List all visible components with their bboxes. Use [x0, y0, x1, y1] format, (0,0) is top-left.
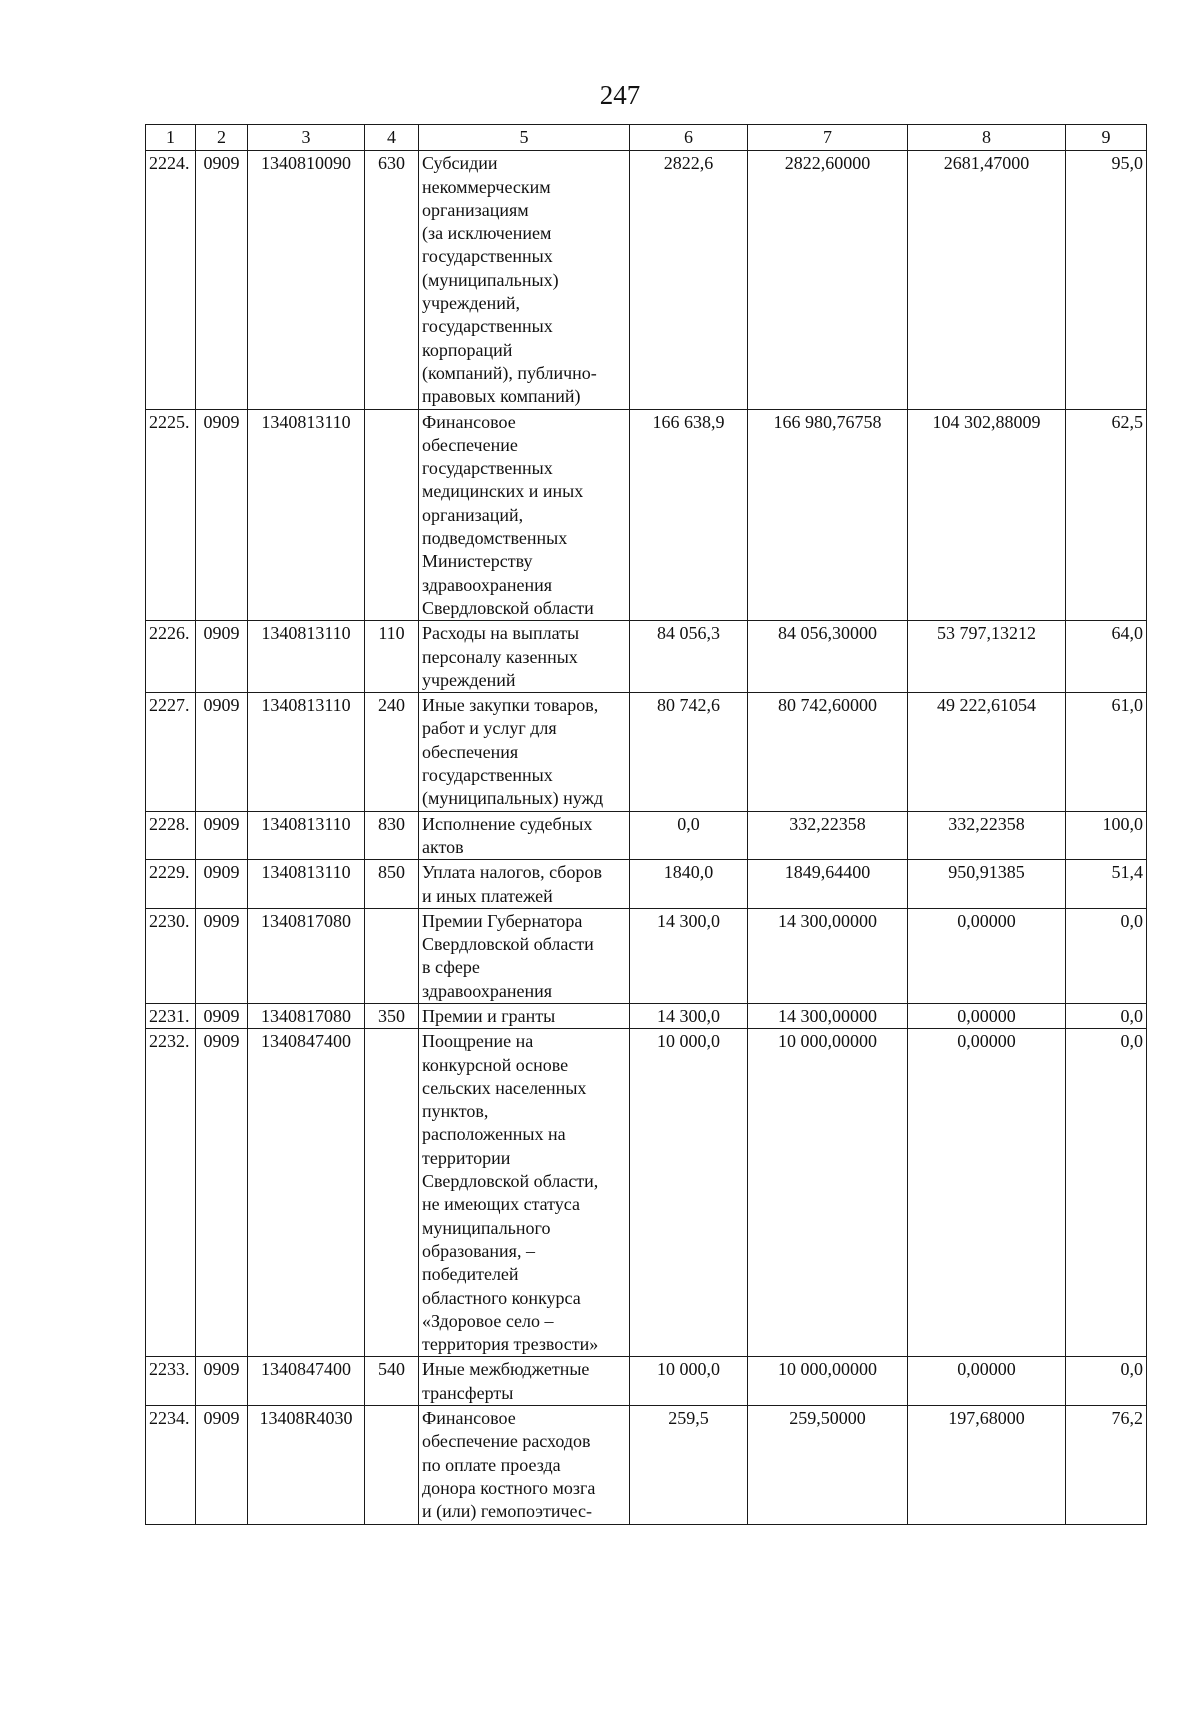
section-code-cell: 0909 — [196, 693, 248, 811]
target-article-cell: 1340813110 — [248, 621, 365, 693]
execution-percent-cell: 0,0 — [1066, 908, 1147, 1003]
item-name-line: расположенных на — [422, 1124, 566, 1145]
item-name-line: корпораций — [422, 339, 513, 360]
executed-amount-cell: 0,00000 — [908, 1029, 1066, 1357]
executed-amount-cell: 49 222,61054 — [908, 693, 1066, 811]
section-code-cell: 0909 — [196, 1003, 248, 1028]
item-name-line: организаций, — [422, 504, 524, 525]
execution-percent-cell: 0,0 — [1066, 1357, 1147, 1406]
table-row — [146, 1029, 1147, 1357]
executed-amount-cell: 53 797,13212 — [908, 621, 1066, 693]
column-header: 1 — [146, 125, 196, 151]
target-article-cell: 1340813110 — [248, 811, 365, 860]
expense-type-cell: 830 — [365, 811, 419, 860]
table-row — [146, 1357, 1147, 1406]
item-name-line: государственных — [422, 765, 553, 786]
item-name-cell — [419, 1029, 630, 1357]
approved-amount-cell: 10 000,00000 — [748, 1357, 908, 1406]
approved-amount-cell: 166 980,76758 — [748, 409, 908, 621]
item-name-line: актов — [422, 836, 464, 857]
expense-type-cell: 350 — [365, 1003, 419, 1028]
approved-amount-cell: 1849,64400 — [748, 860, 908, 909]
expense-type-cell — [365, 1029, 419, 1357]
column-header: 5 — [419, 125, 630, 151]
execution-percent-cell: 100,0 — [1066, 811, 1147, 860]
item-name-line: сельских населенных — [422, 1077, 587, 1098]
column-header: 7 — [748, 125, 908, 151]
item-name-line: территории — [422, 1147, 511, 1168]
item-name-line: Уплата налогов, сборов — [422, 862, 602, 883]
table-row — [146, 811, 1147, 860]
target-article-cell: 1340817080 — [248, 908, 365, 1003]
section-code-cell: 0909 — [196, 908, 248, 1003]
row-number-cell: 2231. — [146, 1003, 196, 1028]
approved-amount-cell: 259,50000 — [748, 1406, 908, 1524]
execution-percent-cell: 61,0 — [1066, 693, 1147, 811]
item-name-line: областного конкурса — [422, 1287, 581, 1308]
planned-amount-cell: 259,5 — [630, 1406, 748, 1524]
item-name-line: Исполнение судебных — [422, 813, 593, 834]
item-name-line: Иные межбюджетные — [422, 1359, 590, 1380]
item-name-line: в сфере — [422, 957, 480, 978]
planned-amount-cell: 166 638,9 — [630, 409, 748, 621]
item-name-cell — [419, 860, 630, 909]
row-number-cell: 2228. — [146, 811, 196, 860]
item-name-line: правовых компаний) — [422, 386, 581, 407]
item-name-line: государственных — [422, 316, 553, 337]
item-name-line: учреждений, — [422, 293, 521, 314]
table-header-row — [146, 125, 1147, 151]
executed-amount-cell: 2681,47000 — [908, 151, 1066, 409]
item-name-line: Финансовое — [422, 1408, 516, 1429]
item-name-line: и (или) гемопоэтичес- — [422, 1501, 592, 1522]
section-code-cell: 0909 — [196, 1029, 248, 1357]
planned-amount-cell: 10 000,0 — [630, 1357, 748, 1406]
executed-amount-cell: 0,00000 — [908, 1357, 1066, 1406]
item-name-line: (муниципальных) нужд — [422, 788, 604, 809]
item-name-line: здравоохранения — [422, 574, 553, 595]
planned-amount-cell: 2822,6 — [630, 151, 748, 409]
expense-type-cell: 110 — [365, 621, 419, 693]
row-number-cell: 2227. — [146, 693, 196, 811]
item-name-line: донора костного мозга — [422, 1477, 596, 1498]
item-name-cell — [419, 1357, 630, 1406]
row-number-cell: 2224. — [146, 151, 196, 409]
item-name-line: Свердловской области — [422, 597, 594, 618]
item-name-line: не имеющих статуса — [422, 1194, 581, 1215]
section-code-cell: 0909 — [196, 621, 248, 693]
column-header: 9 — [1066, 125, 1147, 151]
approved-amount-cell: 84 056,30000 — [748, 621, 908, 693]
planned-amount-cell: 80 742,6 — [630, 693, 748, 811]
column-header: 3 — [248, 125, 365, 151]
planned-amount-cell: 0,0 — [630, 811, 748, 860]
table-row — [146, 908, 1147, 1003]
expense-type-cell — [365, 1406, 419, 1524]
row-number-cell: 2225. — [146, 409, 196, 621]
item-name-line: Свердловской области, — [422, 1171, 599, 1192]
planned-amount-cell: 10 000,0 — [630, 1029, 748, 1357]
target-article-cell: 1340847400 — [248, 1357, 365, 1406]
expense-type-cell: 630 — [365, 151, 419, 409]
executed-amount-cell: 0,00000 — [908, 908, 1066, 1003]
target-article-cell: 1340813110 — [248, 860, 365, 909]
item-name-line: здравоохранения — [422, 980, 553, 1001]
item-name-cell — [419, 693, 630, 811]
item-name-cell — [419, 1406, 630, 1524]
row-number-cell: 2226. — [146, 621, 196, 693]
item-name-line: по оплате проезда — [422, 1454, 561, 1475]
table-row — [146, 621, 1147, 693]
target-article-cell: 13408R4030 — [248, 1406, 365, 1524]
approved-amount-cell: 14 300,00000 — [748, 908, 908, 1003]
table-row — [146, 1406, 1147, 1524]
table-body — [146, 151, 1147, 1524]
approved-amount-cell: 2822,60000 — [748, 151, 908, 409]
item-name-line: обеспечение — [422, 434, 518, 455]
table-row — [146, 1003, 1147, 1028]
item-name-line: «Здоровое село – — [422, 1310, 554, 1331]
execution-percent-cell: 0,0 — [1066, 1029, 1147, 1357]
section-code-cell: 0909 — [196, 860, 248, 909]
executed-amount-cell: 0,00000 — [908, 1003, 1066, 1028]
planned-amount-cell: 1840,0 — [630, 860, 748, 909]
section-code-cell: 0909 — [196, 1406, 248, 1524]
item-name-line: трансферты — [422, 1382, 514, 1403]
item-name-line: Премии и гранты — [422, 1005, 556, 1026]
execution-percent-cell: 95,0 — [1066, 151, 1147, 409]
column-header: 8 — [908, 125, 1066, 151]
executed-amount-cell: 332,22358 — [908, 811, 1066, 860]
item-name-line: территория трезвости» — [422, 1334, 599, 1355]
section-code-cell: 0909 — [196, 151, 248, 409]
executed-amount-cell: 950,91385 — [908, 860, 1066, 909]
item-name-line: Свердловской области — [422, 934, 594, 955]
item-name-line: обеспечения — [422, 741, 519, 762]
item-name-line: государственных — [422, 458, 553, 479]
execution-percent-cell: 51,4 — [1066, 860, 1147, 909]
item-name-line: организациям — [422, 199, 529, 220]
item-name-line: (за исключением — [422, 223, 552, 244]
item-name-cell — [419, 409, 630, 621]
column-header: 4 — [365, 125, 419, 151]
table-row — [146, 860, 1147, 909]
item-name-line: Расходы на выплаты — [422, 623, 580, 644]
approved-amount-cell: 332,22358 — [748, 811, 908, 860]
expense-type-cell — [365, 409, 419, 621]
executed-amount-cell: 104 302,88009 — [908, 409, 1066, 621]
item-name-line: некоммерческим — [422, 176, 551, 197]
item-name-line: персоналу казенных — [422, 646, 578, 667]
execution-percent-cell: 64,0 — [1066, 621, 1147, 693]
expense-type-cell: 540 — [365, 1357, 419, 1406]
execution-percent-cell: 62,5 — [1066, 409, 1147, 621]
budget-table — [145, 124, 1147, 1525]
item-name-line: Финансовое — [422, 411, 516, 432]
column-header: 2 — [196, 125, 248, 151]
item-name-cell — [419, 908, 630, 1003]
section-code-cell: 0909 — [196, 811, 248, 860]
item-name-line: и иных платежей — [422, 885, 553, 906]
item-name-line: Поощрение на — [422, 1031, 534, 1052]
item-name-line: муниципального — [422, 1217, 551, 1238]
item-name-line: Премии Губернатора — [422, 910, 583, 931]
row-number-cell: 2234. — [146, 1406, 196, 1524]
item-name-line: пунктов, — [422, 1101, 489, 1122]
item-name-line: победителей — [422, 1264, 519, 1285]
item-name-line: медицинских и иных — [422, 481, 584, 502]
item-name-line: образования, – — [422, 1240, 535, 1261]
row-number-cell: 2233. — [146, 1357, 196, 1406]
execution-percent-cell: 76,2 — [1066, 1406, 1147, 1524]
row-number-cell: 2229. — [146, 860, 196, 909]
target-article-cell: 1340817080 — [248, 1003, 365, 1028]
item-name-cell — [419, 811, 630, 860]
target-article-cell: 1340813110 — [248, 409, 365, 621]
item-name-line: подведомственных — [422, 528, 568, 549]
planned-amount-cell: 14 300,0 — [630, 1003, 748, 1028]
expense-type-cell — [365, 908, 419, 1003]
item-name-line: Иные закупки товаров, — [422, 695, 599, 716]
target-article-cell: 1340813110 — [248, 693, 365, 811]
table-row — [146, 409, 1147, 621]
item-name-line: учреждений — [422, 669, 516, 690]
item-name-cell — [419, 151, 630, 409]
item-name-line: Субсидии — [422, 153, 498, 174]
item-name-line: обеспечение расходов — [422, 1431, 591, 1452]
item-name-line: Министерству — [422, 551, 533, 572]
item-name-line: работ и услуг для — [422, 718, 557, 739]
expense-type-cell: 850 — [365, 860, 419, 909]
table-row — [146, 151, 1147, 409]
item-name-cell — [419, 1003, 630, 1028]
planned-amount-cell: 14 300,0 — [630, 908, 748, 1003]
planned-amount-cell: 84 056,3 — [630, 621, 748, 693]
row-number-cell: 2230. — [146, 908, 196, 1003]
table-row — [146, 693, 1147, 811]
expense-type-cell: 240 — [365, 693, 419, 811]
page-number: 247 — [599, 80, 641, 110]
section-code-cell: 0909 — [196, 1357, 248, 1406]
target-article-cell: 1340810090 — [248, 151, 365, 409]
row-number-cell: 2232. — [146, 1029, 196, 1357]
item-name-line: конкурсной основе — [422, 1054, 569, 1075]
executed-amount-cell: 197,68000 — [908, 1406, 1066, 1524]
section-code-cell: 0909 — [196, 409, 248, 621]
approved-amount-cell: 80 742,60000 — [748, 693, 908, 811]
item-name-line: (муниципальных) — [422, 269, 559, 290]
target-article-cell: 1340847400 — [248, 1029, 365, 1357]
item-name-cell — [419, 621, 630, 693]
approved-amount-cell: 14 300,00000 — [748, 1003, 908, 1028]
execution-percent-cell: 0,0 — [1066, 1003, 1147, 1028]
item-name-line: (компаний), публично- — [422, 362, 597, 383]
column-header: 6 — [630, 125, 748, 151]
item-name-line: государственных — [422, 246, 553, 267]
approved-amount-cell: 10 000,00000 — [748, 1029, 908, 1357]
